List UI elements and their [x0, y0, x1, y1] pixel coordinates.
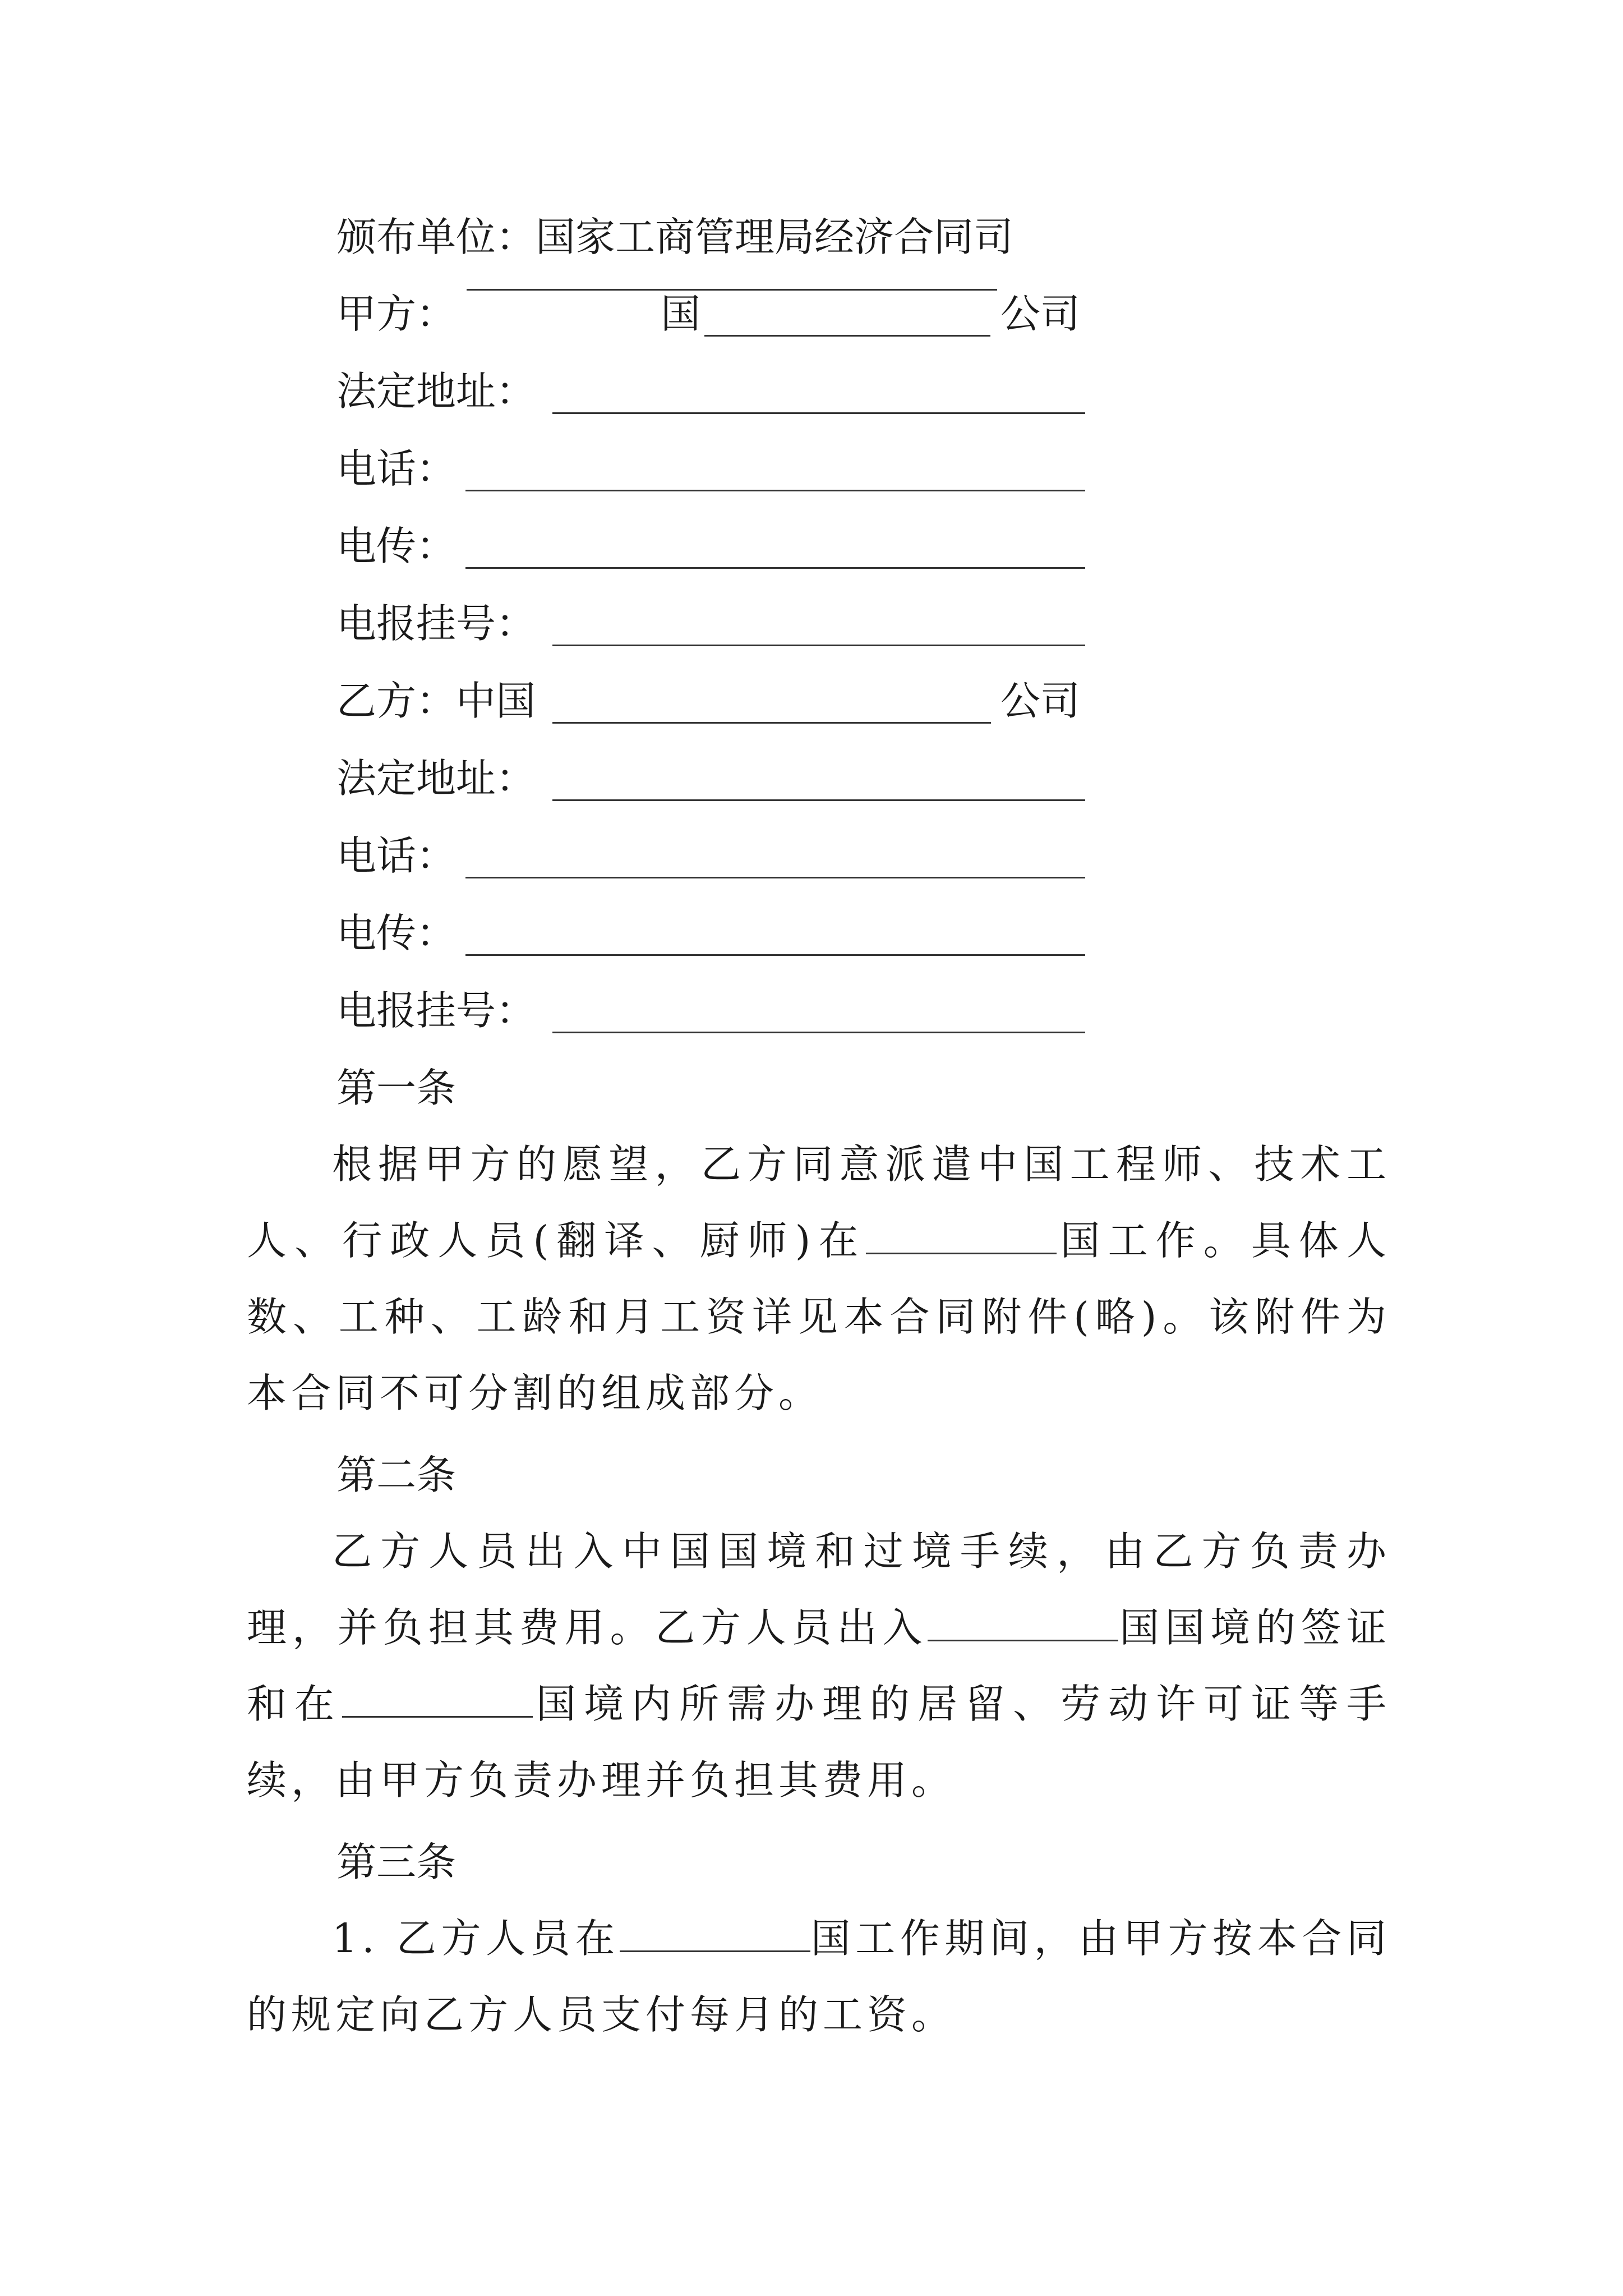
party-a-fax-label: 电传： [336, 523, 457, 569]
party-a-company-suffix: 公司 [1000, 291, 1081, 337]
party-b-phone-line [336, 831, 1088, 881]
issuer-value: 国家工商管理局经济合同司 [536, 214, 1014, 260]
article-3-text-2: 国工作期间，由甲方按本合同的规定向乙方人员支付每月的工资。 [247, 1915, 1391, 2038]
article-3-body [247, 1901, 1391, 2053]
party-a-cable-label: 电报挂号： [336, 600, 536, 647]
party-b-cable-blank [552, 1032, 1085, 1033]
party-a-country-blank [467, 289, 997, 291]
party-b-fax-blank [465, 954, 1085, 956]
party-a-fax-line [336, 521, 1088, 572]
party-b-phone-label: 电话： [336, 832, 457, 879]
party-b-company-blank [552, 722, 991, 724]
party-a-phone-line [336, 444, 1088, 494]
party-b-address-line [336, 753, 1088, 804]
party-a-name-label: 甲方： [336, 291, 457, 337]
party-a-address-blank [552, 412, 1085, 414]
article-3-text-1: 1. 乙方人员在 [332, 1915, 620, 1962]
article-2-country-blank-2 [342, 1682, 533, 1718]
party-a-cable-blank [552, 645, 1085, 646]
party-b-name-line [336, 676, 1088, 726]
party-a-cable-line [336, 599, 1088, 649]
party-a-company-blank [704, 335, 990, 337]
party-a-address-label: 法定地址： [336, 368, 536, 415]
issuer-line [336, 212, 1013, 263]
article-2-title: 第二条 [336, 1452, 457, 1498]
party-b-fax-label: 电传： [336, 910, 457, 956]
party-b-cable-line [336, 986, 1088, 1036]
article-2-text-1: 乙方人员出入中国国境和过境手续，由乙方负责办理，并负担其费用。乙方人员出入 [247, 1528, 1391, 1651]
article-3-title: 第三条 [336, 1839, 457, 1885]
issuer-label: 颁布单位： [336, 214, 536, 260]
article-1-body [247, 1126, 1391, 1432]
party-a-phone-blank [465, 490, 1085, 491]
party-b-cable-label: 电报挂号： [336, 987, 536, 1034]
party-b-name-label: 乙方：中国 [336, 678, 536, 724]
article-2-text-3: 国境内所需办理的居留、劳动许可证等手续，由甲方负责办理并负担其费用。 [247, 1681, 1391, 1803]
article-2-text-2: 国国境的签证和在 [247, 1604, 1391, 1727]
party-b-phone-blank [465, 877, 1085, 878]
party-b-address-blank [552, 799, 1085, 801]
party-b-fax-line [336, 908, 1088, 959]
article-2-country-blank-1 [928, 1606, 1118, 1641]
party-a-phone-label: 电话： [336, 445, 457, 492]
article-1-title: 第一条 [336, 1065, 457, 1111]
article-2-body [247, 1513, 1391, 1819]
party-a-address-line [336, 366, 1088, 417]
article-1-text-1: 根据甲方的愿望，乙方同意派遣中国工程师、技术工人、行政人员(翻译、厨师)在 [247, 1141, 1391, 1264]
party-b-address-label: 法定地址： [336, 755, 536, 802]
party-a-fax-blank [465, 567, 1085, 569]
party-b-company-suffix: 公司 [1000, 678, 1081, 724]
party-a-name-line [336, 289, 1088, 339]
party-a-country-suffix: 国 [661, 291, 701, 337]
article-3-country-blank [620, 1917, 810, 1952]
article-1-country-blank [866, 1219, 1057, 1254]
article-1-text-2: 国工作。具体人数、工种、工龄和月工资详见本合同附件(略)。该附件为本合同不可分割的组成部分。 [247, 1217, 1391, 1416]
